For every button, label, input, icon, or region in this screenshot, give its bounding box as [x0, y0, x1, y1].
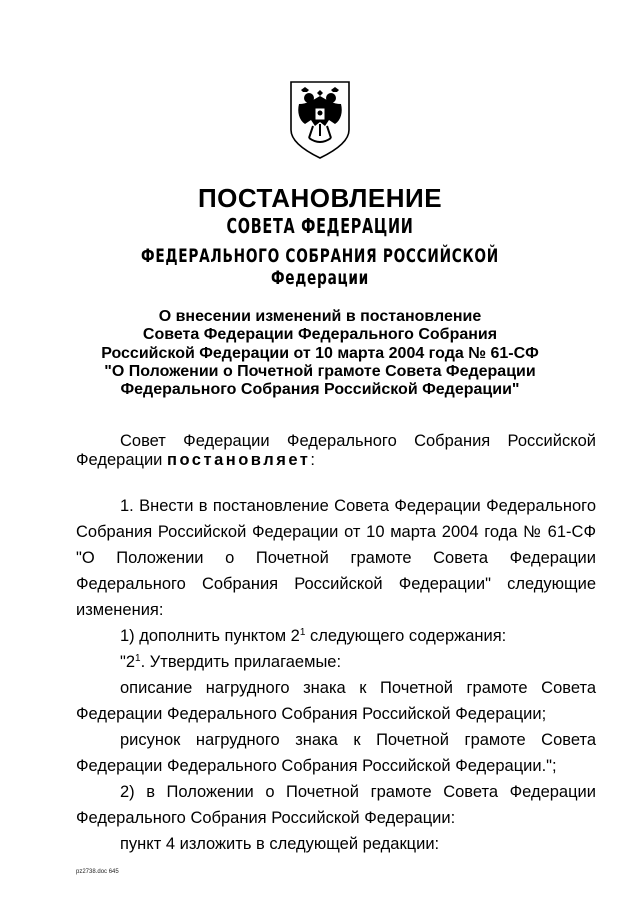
quote-text: "2 [120, 653, 136, 671]
subitem-2-line-2: Федерального Собрания Российской Федерации: [76, 809, 456, 827]
issuer-line-2: ФЕДЕРАЛЬНОГО СОБРАНИЯ РОССИЙСКОЙ Федерации [141, 245, 499, 289]
subject-line: Российской Федерации от 10 марта 2004 года № 61-СФ [101, 344, 539, 362]
subject-line: О внесении изменений в постановление [158, 308, 482, 325]
subject-line: "О Положении о Почетной грамоте Совета Федерации [104, 362, 536, 380]
item1-line-2: Собрания Российской Федерации от 10 марта 2004 года № 61-СФ [76, 523, 596, 541]
subitem-1-text: 1) дополнить пунктом 2 [120, 627, 300, 645]
description-line-2: Федерации Федерального Собрания Российской Федерации; [76, 705, 547, 723]
file-code: рz2738.doc 645 [76, 869, 119, 875]
subitem-2-line-1: 2) в Положении о Почетной грамоте Совета Федерации [120, 783, 596, 801]
description-line-1: описание нагрудного знака к Почетной грамоте Совета [120, 679, 596, 697]
document-type-title: ПОСТАНОВЛЕНИЕ [197, 183, 443, 213]
item1-line-4: Федерального Собрания Российской Федерации" следующие [76, 575, 596, 593]
double-headed-eagle-icon [287, 76, 353, 160]
subject-line: Федерального Собрания Российской Федерации" [120, 381, 520, 399]
preamble-verb: постановляет [166, 451, 311, 469]
item1-line-3: "О Положении о Почетной грамоте Совета Федерации [76, 549, 596, 567]
drawing-line-1: рисунок нагрудного знака к Почетной грамоте Совета [120, 731, 596, 749]
item1-line-5: изменения: [76, 601, 164, 619]
preamble-line-2 [76, 450, 596, 470]
quote-start [120, 652, 640, 672]
issuer-line-1: СОВЕТА ФЕДЕРАЦИИ [226, 214, 414, 238]
point-4-line: пункт 4 изложить в следующей редакции: [120, 835, 440, 853]
superscript: 1 [135, 653, 141, 664]
quote-text-end: . Утвердить прилагаемые: [140, 653, 342, 671]
subitem-1-text-end: следующего содержания: [305, 627, 507, 645]
preamble-line-1: Совет Федерации Федерального Собрания Российской [120, 432, 596, 450]
subitem-1 [120, 626, 640, 646]
item1-line-1: 1. Внести в постановление Совета Федерации Федерального [120, 497, 596, 515]
preamble-text: Федерации [76, 451, 167, 469]
superscript: 1 [299, 627, 306, 638]
subject-line: Совета Федерации Федерального Собрания [142, 326, 498, 344]
drawing-line-2: Федерации Федерального Собрания Российской Федерации."; [76, 757, 557, 775]
preamble-colon: : [310, 451, 315, 469]
document-subject [0, 308, 640, 399]
